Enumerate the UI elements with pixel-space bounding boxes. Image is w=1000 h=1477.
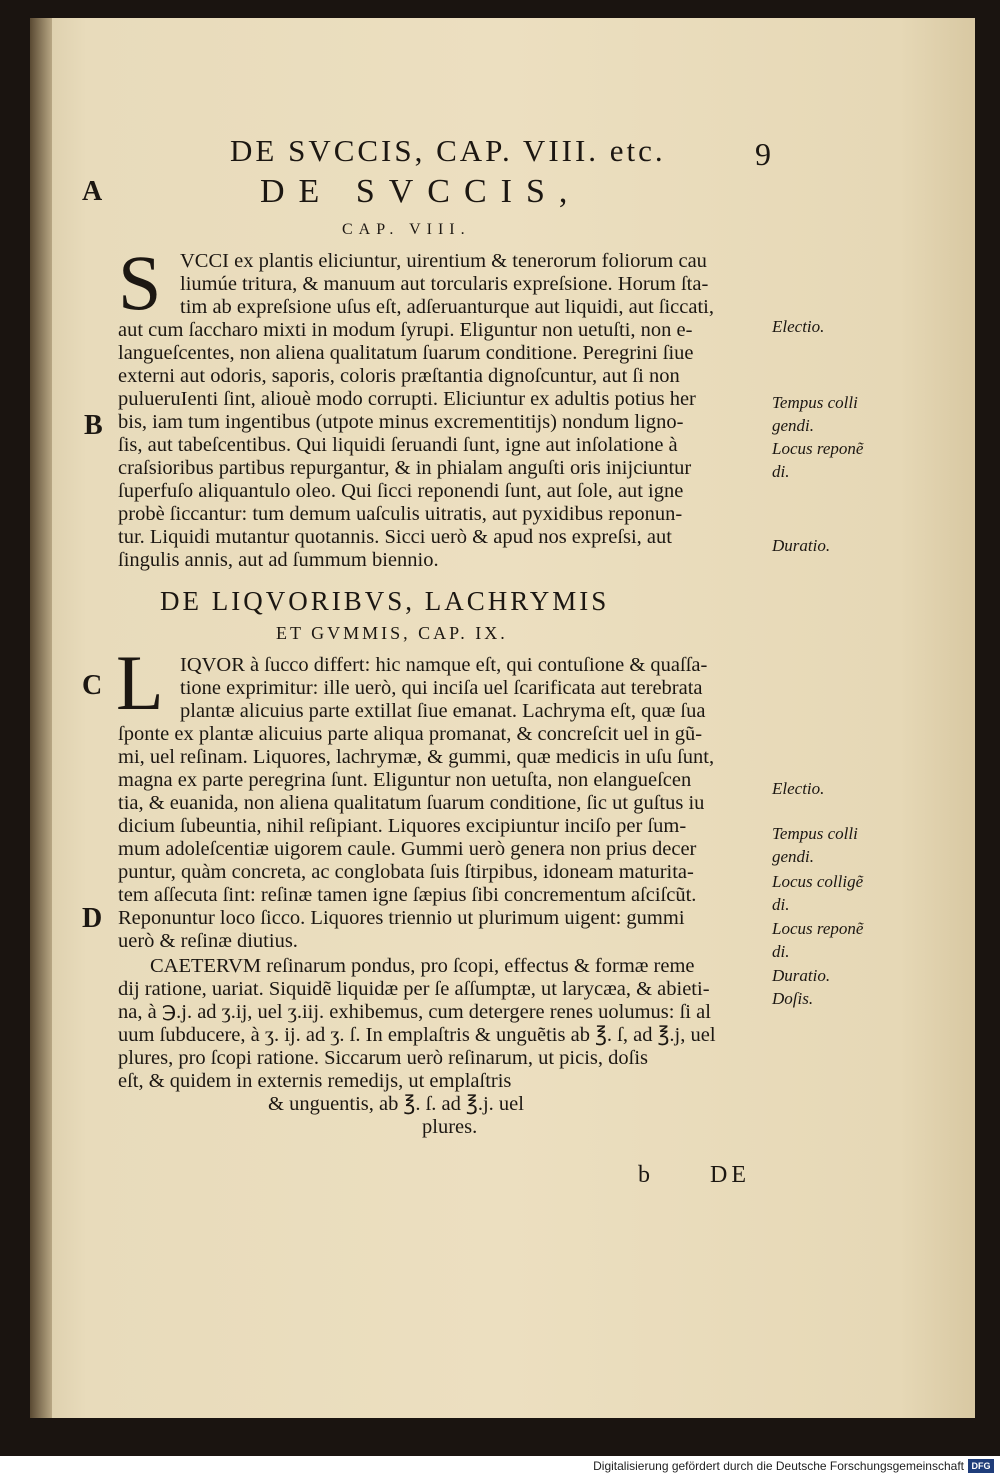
gloss: Duratio. [772,536,831,555]
gloss: Tempus colli [772,824,858,843]
gloss: Electio. [772,779,825,798]
ch9-line: mi, uel reſinam. Liquores, lachrymæ, & gummi, quæ medicis in uſu ſunt, [118,746,715,768]
ch8-line: ſingulis annis, aut ad ſummum biennio. [118,549,439,571]
ch9-para2-line: uum ſubducere, à ʒ. ij. ad ʒ. ſ. In emplaſtris & unguẽtis ab ℥. ſ, ad ℥.j, uel [118,1024,716,1046]
ch8-line: liumúe tritura, & manuum aut torcularis expreſsione. Horum ſta- [180,273,709,295]
digitization-note: Digitalisierung gefördert durch die Deutsche Forschungsgemeinschaft [593,1459,964,1473]
ch8-line: tim ab expreſsione uſus eſt, adſeruanturque aut liquidi, aut ſiccati, [180,296,714,318]
ch8-line: craſsioribus partibus repurgantur, & in phialam anguſti oris inijciuntur [118,457,692,479]
ch9-line: dicium ſubeuntia, nihil reſipiant. Liquores excipiuntur inciſo per ſum- [118,815,687,837]
ch9-line: mum adoleſcentiæ uigorem caule. Gummi uerò genera non prius decer [118,838,697,860]
gloss: Doſis. [772,989,814,1008]
chapter-9-title: DE LIQVORIBVS, LACHRYMIS [160,586,610,616]
margin-letter-a: A [82,176,103,207]
running-head: DE SVCCIS, CAP. VIII. etc. [230,133,666,168]
ch9-line: IQVOR à ſucco differt: hic namque eſt, qui contuſione & quaſſa- [180,654,708,676]
chapter-8-title: DE SVCCIS, [260,173,582,210]
gloss: Tempus colli [772,393,858,412]
ch9-line: tia, & euanida, non aliena qualitatum ſuarum conditione, ſic ut guſtus iu [118,792,705,814]
gloss: Electio. [772,317,825,336]
gloss: di. [772,895,790,914]
ch8-line: pulueruIenti ſint, aliouè modo corrupti. Eliciuntur ex adultis potius her [118,388,696,410]
ch9-line: uerò & reſinæ diutius. [118,930,298,952]
ch8-line: langueſcentes, non aliena qualitatum ſuarum conditione. Peregrini ſiue [118,342,694,364]
ch9-para2-line: plures. [422,1116,478,1138]
chapter-8-subtitle: CAP. VIII. [342,221,471,238]
margin-letter-b: B [84,410,103,441]
gloss: Duratio. [772,966,831,985]
ch9-line: puntur, quàm concreta, ac conglobata ſuis ſtirpibus, idoneam maturita- [118,861,694,883]
margin-letter-d: D [82,903,103,934]
ch9-para2-line: CAETERVM reſinarum pondus, pro ſcopi, effectus & formæ reme [150,955,695,977]
page-gutter [30,18,52,1418]
ch9-para2-line: plures, pro ſcopi ratione. Siccarum uerò reſinarum, ut picis, doſis [118,1047,649,1069]
book-page [30,18,975,1418]
ch9-line: plantæ alicuius parte extillat ſiue emanat. Lachryma eſt, quæ ſua [180,700,706,722]
gloss: gendi. [772,847,815,866]
gloss: Locus colligẽ [772,872,864,891]
drop-cap-s: S [118,239,162,326]
margin-letter-c: C [82,670,103,701]
ch9-line: tem aſſecuta ſint: reſinæ tamen igne ſæpius ſibi concrementum aſciſcũt. [118,884,697,906]
catchword: DE [710,1162,750,1188]
ch9-line: magna ex parte peregrina ſunt. Eliguntur non uetuſta, non elangueſcen [118,769,692,791]
ch8-line: ſuperfuſo aliquantulo oleo. Qui ſicci reponendi ſunt, aut ſole, aut igne [118,480,684,502]
ch9-line: ſponte ex plantæ alicuius parte aliqua promanat, & concreſcit uel in gũ- [118,723,703,745]
gloss: Locus reponẽ [772,439,864,458]
ch8-line: ſis, aut tabeſcentibus. Qui liquidi ſeruandi ſunt, igne aut inſolatione à [118,434,678,456]
gloss: di. [772,942,790,961]
ch9-para2-line: & unguentis, ab ℥. ſ. ad ℥.j. uel [268,1093,524,1115]
chapter-9-subtitle: ET GVMMIS, CAP. IX. [276,623,508,643]
gloss: di. [772,462,790,481]
ch8-line: aut cum ſaccharo mixti in modum ſyrupi. Eliguntur non uetuſti, non e- [118,319,693,341]
ch9-para2-line: eſt, & quidem in externis remedijs, ut emplaſtris [118,1070,512,1092]
page-number: 9 [755,136,771,172]
ch9-line: tione exprimitur: ille uerò, qui inciſa uel ſcarificata aut terebrata [180,677,703,699]
ch8-line: tur. Liquidi mutantur quotannis. Sicci uerò & apud nos expreſsi, aut [118,526,672,548]
signature-mark: b [638,1162,654,1188]
digitization-footer [0,1456,1000,1477]
ch8-line: externi aut odoris, saporis, coloris præſtantia dignoſcuntur, aut ſi non [118,365,680,387]
dfg-logo: DFG [968,1459,994,1473]
ch8-line: probè ſiccantur: tum demum uaſculis uitratis, aut pyxidibus reponun- [118,503,683,525]
gloss: Locus reponẽ [772,919,864,938]
ch9-para2-line: na, à ℈.j. ad ʒ.ij, uel ʒ.iij. exhibemus, cum detergere renes uolumus: ſi al [118,1001,711,1023]
ch9-line: Reponuntur loco ſicco. Liquores triennio ut plurimum uigent: gummi [118,907,685,929]
drop-cap-l: L [116,639,164,726]
ch9-para2-line: dij ratione, uariat. Siquidẽ liquidæ per ſe aſſumptæ, ut larycæa, & abieti- [118,978,710,1000]
gloss: gendi. [772,416,815,435]
ch8-line: VCCI ex plantis eliciuntur, uirentium & tenerorum foliorum cau [180,250,707,272]
ch8-line: bis, iam tum ingentibus (utpote minus excrementitijs) nondum ligno- [118,411,684,433]
